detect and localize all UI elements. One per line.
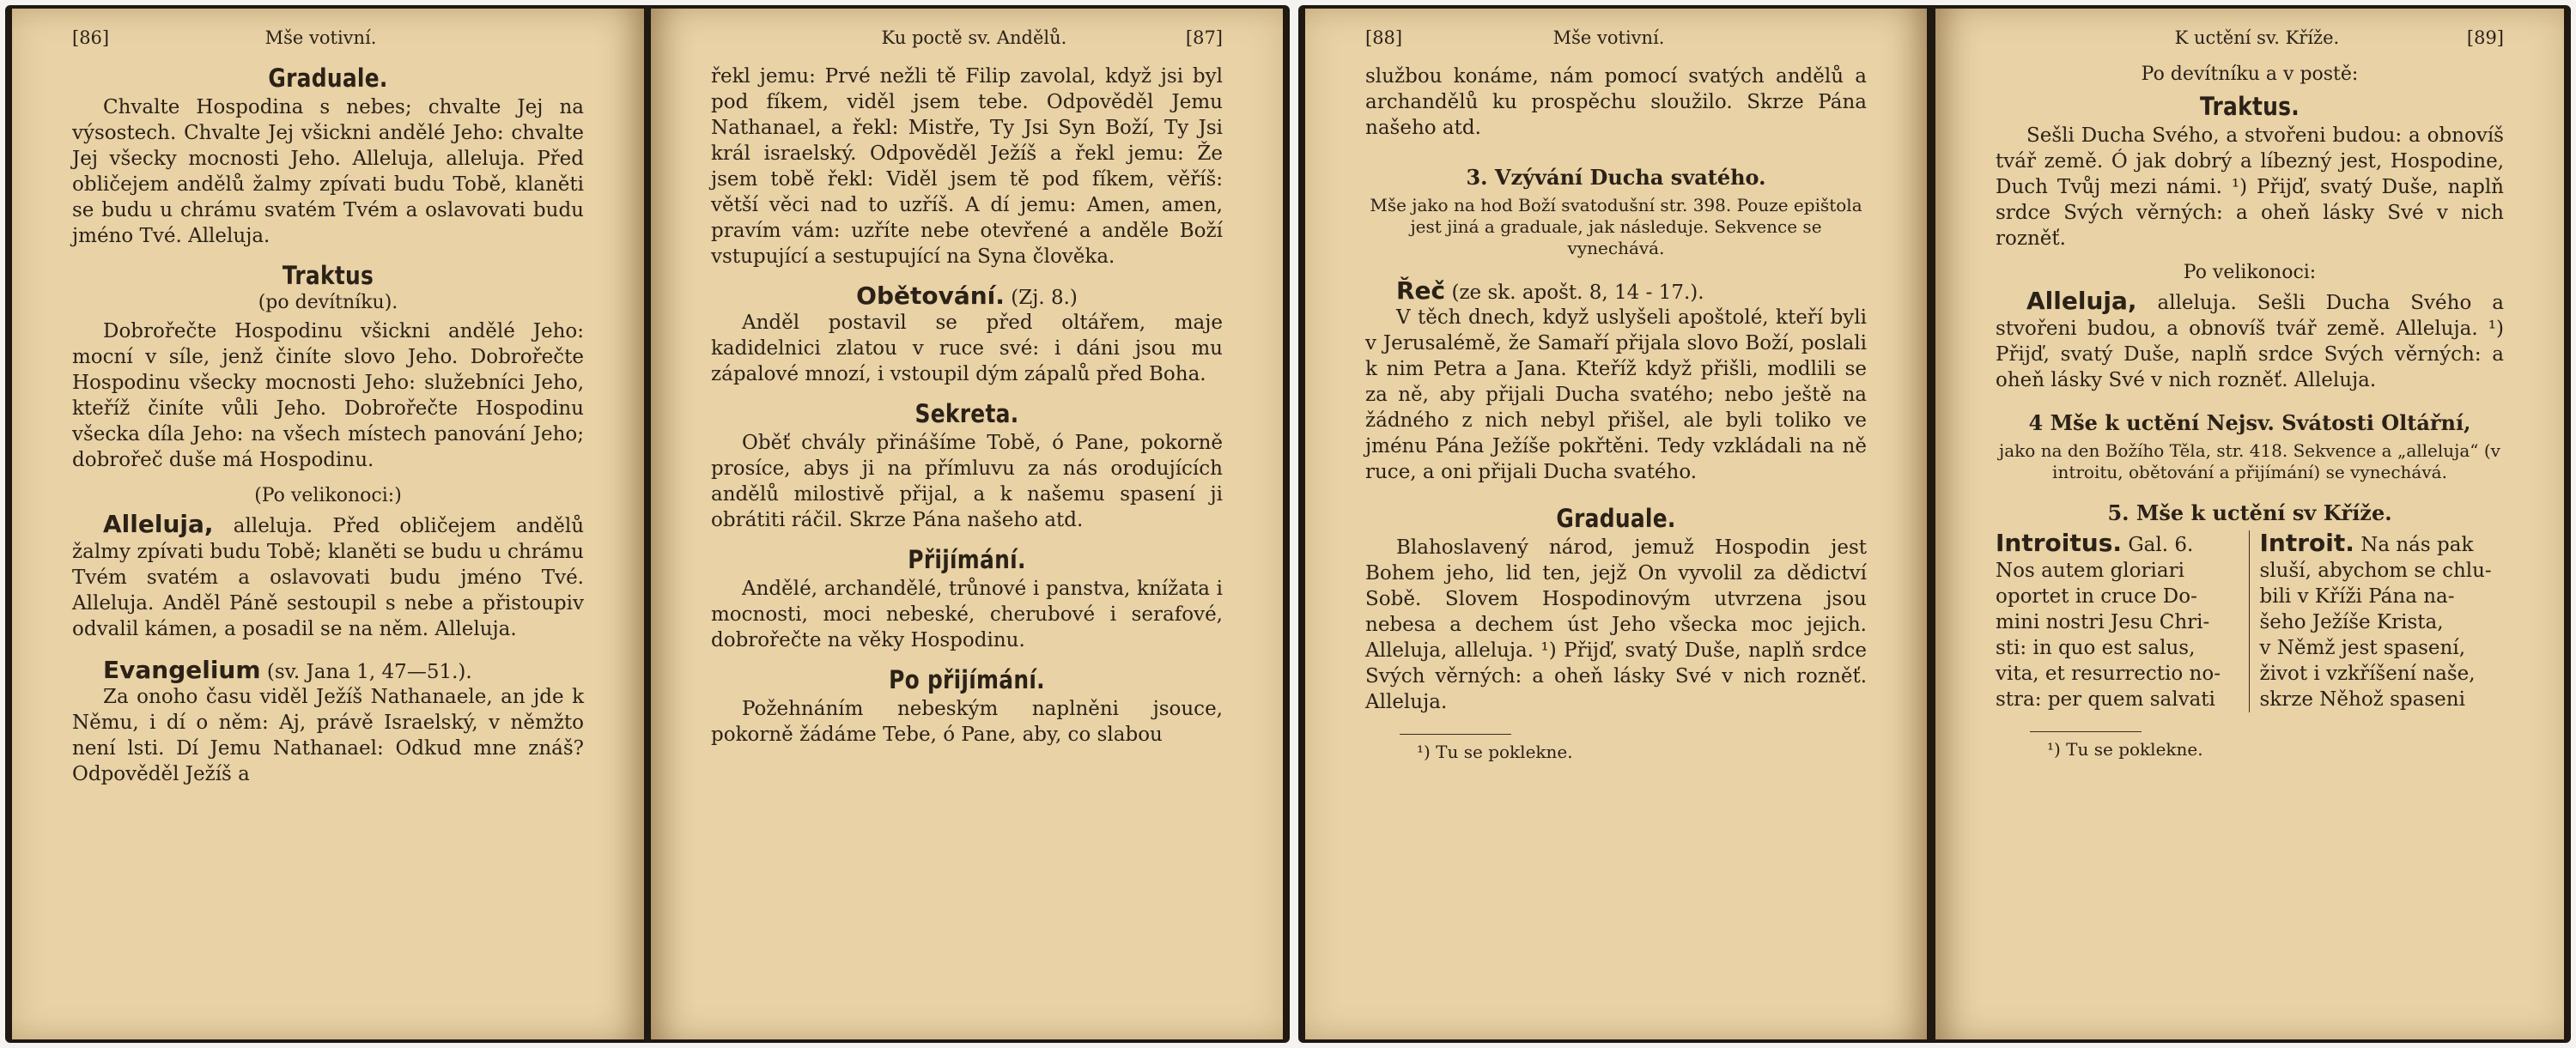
po-prijimani-heading: Po přijímání. bbox=[889, 665, 1045, 694]
evangelium-text: Za onoho času viděl Ježíš Nathanaele, an jde k Němu, i dí o něm: Aj, právě Israelský, v němžto není lsti. Dí Jemu Nathanael: Odkud mne znáš? Odpověděl Ježíš a bbox=[72, 686, 584, 785]
evangelium-line bbox=[72, 656, 584, 684]
page-86 bbox=[12, 9, 644, 1039]
section4-heading: 4 Mše k uctění Nejsv. Svátosti Oltářní, bbox=[2028, 410, 2471, 435]
obetovani-text: Anděl postavil se před oltářem, maje kadidelnici zlatou v ruce své: i dáni jsou mu zápalové mnozí, i vstoupil dým zápalů před Boha. bbox=[711, 312, 1223, 385]
introitus-latin-line: Gal. 6. bbox=[2128, 534, 2194, 556]
introit-czech-line: bili v Kříži Pána na- bbox=[2259, 585, 2455, 608]
introitus-latin-column bbox=[1996, 530, 2250, 712]
introit-czech-line: v Němž jest spasení, bbox=[2259, 637, 2466, 659]
introit-czech-line: šeho Ježíše Krista, bbox=[2259, 611, 2444, 633]
traktus-text: Sešli Ducha Svého, a stvořeni budou: a obnovíš tvář země. Ó jak dobrý a líbezný jest, Hospodine, Duch Tvůj mezi námi. ¹) Přijď, svatý Duše, naplň srdce Svých věrných: a oheň lásky Své v nich rozněť. bbox=[1996, 124, 2504, 250]
page-header bbox=[72, 27, 584, 48]
alleluja-label: Alleluja, bbox=[103, 510, 214, 538]
graduale-heading: Graduale. bbox=[1556, 504, 1676, 533]
running-title: Mše votivní. bbox=[1552, 27, 1665, 48]
obetovani-line bbox=[711, 282, 1223, 310]
introitus-latin-line: Nos autem gloriari bbox=[1996, 560, 2184, 582]
evangelium-label: Evangelium bbox=[103, 656, 261, 684]
page-header bbox=[711, 27, 1223, 48]
right-book-spread bbox=[1298, 5, 2571, 1043]
introit-columns bbox=[1996, 530, 2504, 712]
rec-line bbox=[1365, 276, 1867, 305]
introitus-latin-line: mini nostri Jesu Chri- bbox=[1996, 611, 2210, 633]
section4-note: jako na den Božího Těla, str. 418. Sekvence a „alleluja“ (v introitu, obětování a přijímání) se vynechává. bbox=[1999, 440, 2500, 482]
page-number: [87] bbox=[1185, 27, 1223, 48]
page-number: [89] bbox=[2466, 27, 2504, 48]
prijimani-heading: Přijímání. bbox=[908, 545, 1026, 574]
po-prijimani-continuation: službou konáme, nám pomocí svatých andělů a archandělů ku prospěchu sloužilo. Skrze Pána našeho atd. bbox=[1365, 65, 1867, 139]
running-title: K uctění sv. Kříže. bbox=[2174, 27, 2340, 48]
sekreta-heading: Sekreta. bbox=[914, 399, 1019, 428]
section3-heading: 3. Vzývání Ducha svatého. bbox=[1466, 165, 1766, 190]
footnote: ¹) Tu se poklekne. bbox=[2047, 739, 2203, 760]
introit-czech-line: skrze Něhož spaseni bbox=[2259, 688, 2465, 711]
introitus-latin-line: vita, et resurrectio no- bbox=[1996, 663, 2221, 685]
po-devitniku-note: Po devítníku a v postě: bbox=[2141, 64, 2359, 85]
page-number: [86] bbox=[72, 27, 110, 48]
footnote-rule bbox=[1400, 734, 1511, 735]
section5-heading: 5. Mše k uctění sv Kříže. bbox=[2107, 500, 2392, 525]
sekreta-text: Oběť chvály přinášíme Tobě, ó Pane, pokorně prosíce, abys ji na přímluvu za nás orodujících andělů milostivě přijal, a k našemu spasení ji obrátiti ráčil. Skrze Pána našeho atd. bbox=[711, 432, 1223, 531]
running-title: Ku poctě sv. Andělů. bbox=[881, 27, 1067, 48]
po-velikonoci-note: Po velikonoci: bbox=[2183, 262, 2317, 283]
obetovani-label: Obětování. bbox=[856, 282, 1005, 310]
obetovani-ref: (Zj. 8.) bbox=[1011, 287, 1078, 309]
introit-czech-line: sluší, abychom se chlu- bbox=[2259, 560, 2492, 582]
evangelium-ref: (sv. Jana 1, 47—51.). bbox=[266, 661, 472, 683]
graduale-text: Chvalte Hospodina s nebes; chvalte Jej na výsostech. Chvalte Jej všickni andělé Jeho: chvalte Jej všecky mocnosti Jeho. Alleluja, alleluja. Před obličejem andělů žalmy zpívati budu Tobě, klaněti se budu u chrámu svatém Tvém a oslavovati budu jméno Tvé. Alleluja. bbox=[72, 96, 584, 247]
rec-ref: (ze sk. apošt. 8, 14 - 17.). bbox=[1451, 282, 1704, 304]
page-88 bbox=[1305, 9, 1927, 1039]
traktus-text: Dobrořečte Hospodinu všickni andělé Jeho: mocní v síle, jenž činíte slovo Jeho. Dobrořečte Hospodinu všecky mocnosti Jeho: služebníci Jeho, kteříž činíte vůli Jeho. Dobrořečte Hospodinu všecka díla Jeho: na všech místech panování Jeho; dobrořeč duše má Hospodinu. bbox=[72, 320, 584, 471]
introitus-latin-line: oportet in cruce Do- bbox=[1996, 585, 2197, 608]
introitus-latin-line: sti: in quo est salus, bbox=[1996, 637, 2196, 659]
left-book-spread bbox=[5, 5, 1290, 1043]
rec-text: V těch dnech, když uslyšeli apoštolé, kteří byli v Jerusalémě, že Samaří přijala slovo Boží, poslali k nim Petra a Jana. Kteříž když přišli, modlili se za ně, aby přijali Ducha svatého; nebo ještě na žádného z nich nebyl přišel, ale byli toliko ve jménu Pána Ježíše pokřtěni. Tedy vzkládali na ně ruce, a oni přijali Ducha svatého. bbox=[1365, 306, 1867, 483]
page-header bbox=[1365, 27, 1867, 48]
introit-czech-label: Introit. bbox=[2259, 529, 2354, 557]
velikonoc-note: (Po velikonoci:) bbox=[254, 485, 402, 506]
footnote-rule bbox=[2030, 731, 2142, 732]
traktus-heading: Traktus bbox=[282, 261, 374, 290]
page-header bbox=[1996, 27, 2504, 48]
page-number: [88] bbox=[1365, 27, 1403, 48]
po-prijimani-text: Požehnáním nebeským naplněni jsouce, pokorně žádáme Tebe, ó Pane, aby, co slabou bbox=[711, 698, 1223, 746]
alleluja-text: alleluja. Sešli Ducha Svého a stvořeni budou, a obnovíš tvář země. Alleluja. ¹) Přijď, svatý Duše, naplň srdce Svých věrných: a oheň lásky Své v nich rozněť. Alleluja. bbox=[1996, 292, 2504, 391]
graduale-heading: Graduale. bbox=[268, 64, 388, 93]
alleluja-label: Alleluja, bbox=[2026, 287, 2137, 315]
alleluja-text: alleluja. Před obličejem andělů žalmy zpívati budu Tobě; klaněti se budu u chrámu Tvém svatém a oslavovati budu jméno Tvé. Alleluja. Anděl Páně sestoupil s nebe a přistoupiv odvalil kámen, a posadil se na něm. Alleluja. bbox=[72, 515, 585, 640]
introit-czech-column bbox=[2250, 530, 2505, 712]
page-89 bbox=[1935, 9, 2564, 1039]
page-87 bbox=[651, 9, 1283, 1039]
traktus-heading: Traktus. bbox=[2199, 92, 2300, 121]
footnote: ¹) Tu se poklekne. bbox=[1417, 742, 1573, 762]
running-title: Mše votivní. bbox=[264, 27, 377, 48]
graduale-text: Blahoslavený národ, jemuž Hospodin jest Bohem jeho, lid ten, jejž On vyvolil za dědictví Sobě. Slovem Hospodinovým utvrzena jsou nebesa a dechem úst Jeho všecka moc jejich. Alleluja, alleluja. ¹) Přijď, svatý Duše, naplň srdce Svých věrných: a oheň lásky Své v nich rozněť. Alleluja. bbox=[1365, 536, 1867, 713]
traktus-subtitle: (po devítníku). bbox=[258, 292, 398, 313]
evangelium-continuation: řekl jemu: Prvé nežli tě Filip zavolal, když jsi byl pod fíkem, viděl jsem tebe. Odpověděl Jemu Nathanael, a řekl: Mistře, Ty Jsi Syn Boží, Ty Jsi král israelský. Odpověděl Ježíš a řekl jemu: Že jsem tobě řekl: Viděl jsem tě pod fíkem, věříš: větší věci nad to uzříš. A dí jemu: Amen, amen, pravím vám: uzříte nebe otevřené a anděle Boží vstupující a sestupující na Syna člověka. bbox=[711, 65, 1223, 268]
introitus-latin-label: Introitus. bbox=[1996, 529, 2122, 557]
section3-note: Mše jako na hod Boží svatodušní str. 398. Pouze epištola jest jiná a graduale, jak následuje. Sekvence se vynechává. bbox=[1370, 195, 1862, 258]
prijimani-text: Andělé, archandělé, trůnové i panstva, knížata i mocnosti, moci nebeské, cherubové i serafové, dobrořečte na věky Hospodinu. bbox=[711, 578, 1223, 651]
introit-czech-line: život i vzkříšení naše, bbox=[2259, 663, 2476, 685]
rec-label: Řeč bbox=[1396, 276, 1446, 305]
introit-czech-line: Na nás pak bbox=[2360, 534, 2474, 556]
introitus-latin-line: stra: per quem salvati bbox=[1996, 688, 2215, 711]
